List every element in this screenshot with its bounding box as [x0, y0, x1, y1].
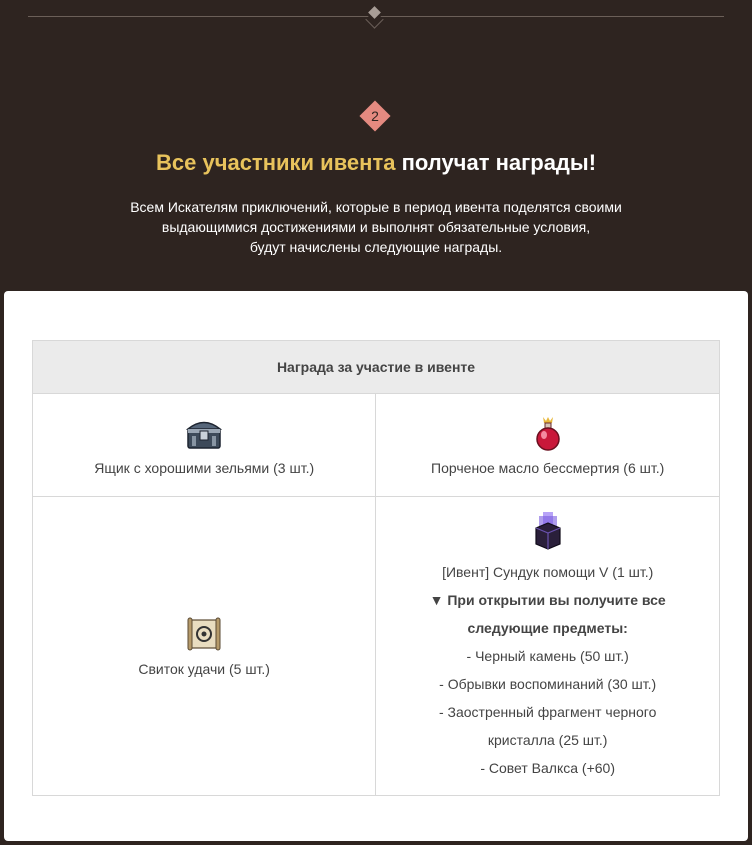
list-item: кристалла (25 шт.) — [487, 732, 608, 748]
rewards-table — [32, 340, 720, 796]
scroll-icon — [185, 615, 223, 653]
reward-cell-luck-scroll — [33, 497, 376, 796]
step-number: 2 — [371, 108, 379, 124]
list-item: - Совет Валкса (+60) — [480, 760, 616, 776]
list-item: - Черный камень (50 шт.) — [466, 648, 629, 664]
reward-cell-support-box — [376, 497, 720, 796]
reward-label: Ящик с хорошими зельями (3 шт.) — [94, 460, 315, 476]
intro-line-2: выдающимися достижениями и выполнят обязательные условия, — [161, 219, 591, 235]
intro-text — [0, 197, 752, 257]
open-note-line-2: следующие предметы: — [467, 620, 628, 636]
reward-label: Свиток удачи (5 шт.) — [138, 661, 270, 677]
reward-cell-potion-box — [33, 394, 376, 497]
list-item: - Обрывки воспоминаний (30 шт.) — [439, 676, 657, 692]
purple-box-icon — [529, 510, 567, 550]
list-item: - Заостренный фрагмент черного — [438, 704, 657, 720]
intro-line-3: будут начислены следующие награды. — [249, 239, 503, 255]
reward-label: Порченое масло бессмертия (6 шт.) — [431, 460, 665, 476]
rewards-table-header: Награда за участие в ивенте — [33, 341, 720, 394]
reward-cell-immortality-oil — [376, 394, 720, 497]
intro-line-1: Всем Искателям приключений, которые в период ивента поделятся своими — [130, 199, 622, 215]
headline-rest: получат награды! — [395, 150, 597, 175]
open-note-line-1: ▼ При открытии вы получите все — [429, 592, 666, 608]
red-potion-icon — [529, 414, 567, 452]
reward-label: [Ивент] Сундук помощи V (1 шт.) — [442, 564, 654, 580]
headline-accent: Все участники ивента — [155, 150, 396, 175]
step-badge — [362, 103, 388, 129]
rewards-card — [4, 291, 748, 841]
treasure-chest-icon — [185, 414, 223, 452]
section-headline — [0, 150, 752, 176]
